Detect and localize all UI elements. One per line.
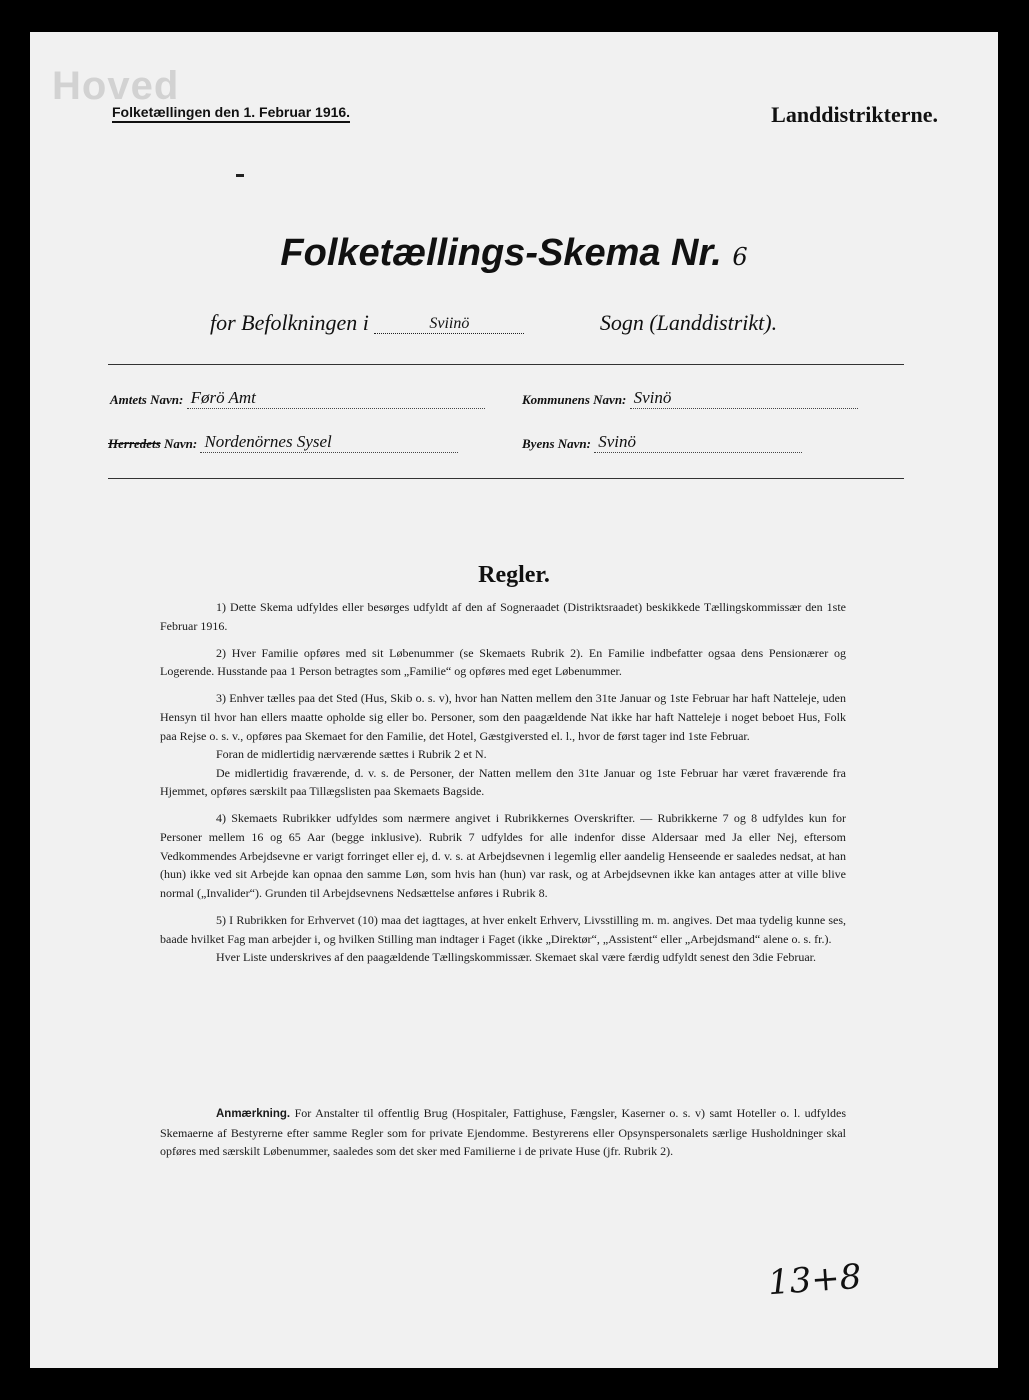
herred-label-struck: Herredets (108, 436, 161, 451)
faded-stamp: Hoved (52, 64, 180, 108)
by-field (522, 432, 802, 453)
district-type-header: Landdistrikterne. (771, 102, 938, 127)
rule-paragraph: 2) Hver Familie opføres med sit Løbenummer (se Skemaets Rubrik 2). En Familie indbefatter ogsaa dens Pensionærer og Logerende. Husstande paa 1 Person betragtes som „Familie“ og opføres med eget Løbenummer. (160, 645, 846, 679)
rules-text (160, 598, 846, 975)
remark-text: For Anstalter til offentlig Brug (Hospitaler, Fattighuse, Fængsler, Kaserner o. s. v) samt Hoteller o. l. udfyldes Skemaerne af Bestyrerne efter samme Regler som for private Ejendomme. Bestyrerens eller Opsynspersonalets særlige Husholdninger skal opføres med særskilt Løbenummer, saaledes som det sker med Familierne i de private Huse (jfr. Rubrik 2). (160, 1106, 846, 1159)
by-value: Svinö (594, 432, 802, 453)
herred-label: Navn: (163, 436, 198, 451)
kommune-field (522, 388, 858, 409)
ink-mark (236, 174, 244, 177)
divider-bottom (108, 478, 904, 479)
subtitle-prefix: for Befolkningen i (210, 310, 369, 335)
kommune-value: Svinö (630, 388, 858, 409)
form-title-text: Folketællings-Skema Nr. (280, 232, 722, 274)
form-title (30, 232, 998, 275)
rule-paragraph: 3) Enhver tælles paa det Sted (Hus, Skib o. s. v), hvor han Natten mellem den 31te Januar og 1ste Februar har haft Natteleje, uden Hensyn til hvor han ellers maatte opholde sig eller bo. Personer, som den paagældende Nat ikke har haft Natteleje i noget beboet Hus, Folk paa Rejse o. s. v., opføres paa Skemaet for den Familie, det Hotel, Gæstgiversted el. l., hvor de først tager ind 1ste Februar. (160, 691, 846, 743)
divider-top (108, 364, 904, 365)
rule-paragraph: 1) Dette Skema udfyldes eller besørges udfyldt af den af Sogneraadet (Distriktsraadet) beskikkede Tællingskommissær den 1ste Februar 1916. (160, 600, 846, 633)
remark-lead: Anmærkning. (216, 1108, 291, 1120)
census-form-page (30, 32, 998, 1368)
handwritten-note: 13+8 (766, 1256, 863, 1304)
amt-value: Førö Amt (187, 388, 485, 409)
remark-paragraph (160, 1104, 846, 1161)
amt-field (110, 388, 485, 409)
rules-heading: Regler. (478, 562, 550, 588)
kommune-label: Kommunens Navn: (522, 392, 627, 407)
rule-paragraph: 4) Skemaets Rubrikker udfyldes som nærmere angivet i Rubrikkernes Overskrifter. — Rubrikkerne 7 og 8 udfyldes kun for Personer mellem 16 og 65 Aar (begge inklusive). Rubrik 7 udfyldes for alle indenfor disse Aldersaar med Ja eller Nej, eftersom Vedkommendes Arbejdsevne er varigt forringet eller ej, d. v. s. at Arbejdsevnen i legemlig eller aandelig Henseende er saaledes nedsat, at han (hun) ikke ved sit Arbejde kan opnaa den samme Løn, som hvis han (hun) var rask, og at Arbejdsevnen ikke kan antages atter at ville blive normal („Invalider“). Grunden til Arbejdsevnens Nedsættelse anføres i Rubrik 8. (160, 811, 846, 900)
rule-paragraph: Hver Liste underskrives af den paagældende Tællingskommissær. Skemaet skal være færdig udfyldt senest den 3die Februar. (216, 950, 816, 965)
rule-paragraph: Foran de midlertidig nærværende sættes i Rubrik 2 et N. (216, 747, 487, 762)
amt-label: Amtets Navn: (110, 392, 184, 407)
subtitle-suffix: Sogn (Landdistrikt). (599, 310, 778, 335)
herred-value: Nordenörnes Sysel (200, 432, 458, 453)
parish-name: Sviinö (374, 315, 524, 334)
census-date-header: Folketællingen den 1. Februar 1916. (112, 104, 350, 123)
population-subtitle (210, 310, 850, 336)
form-number: 6 (732, 243, 748, 271)
herred-field (108, 432, 458, 453)
rule-paragraph: De midlertidig fraværende, d. v. s. de Personer, der Natten mellem den 31te Januar og 1ste Februar har været fraværende fra Hjemmet, opføres særskilt paa Tillægslisten paa Skemaets Bagside. (160, 765, 846, 799)
rule-paragraph: 5) I Rubrikken for Erhvervet (10) maa det iagttages, at hver enkelt Erhverv, Livsstilling m. m. angives. Det maa tydelig kunne ses, baade hvilket Fag man arbejder i, og hvilken Stilling man indtager i Faget (ikke „Direktør“, „Assistent“ eller „Arbejdsmand“ alene o. s. fr.). (160, 912, 846, 946)
by-label: Byens Navn: (522, 436, 591, 451)
